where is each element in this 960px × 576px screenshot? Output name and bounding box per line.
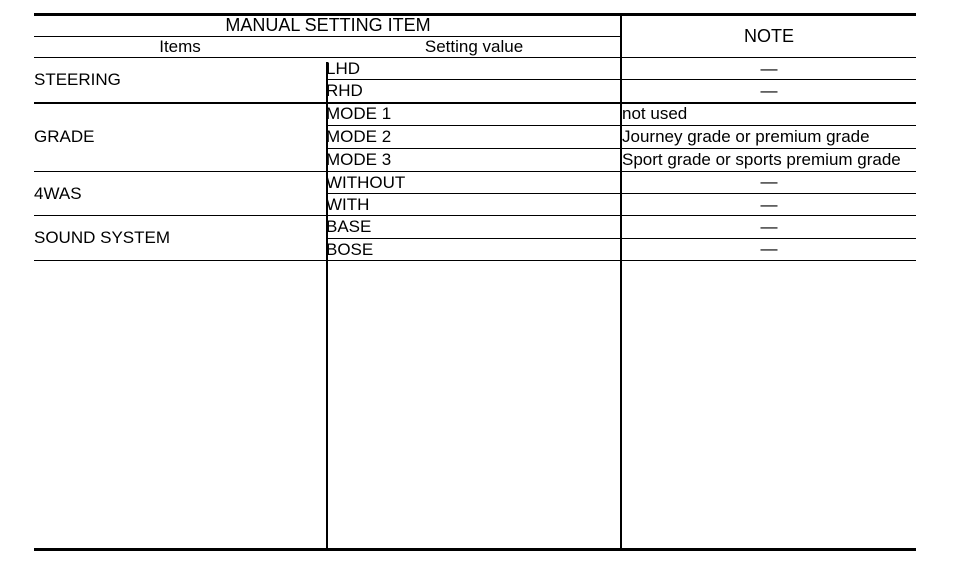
setting-value: MODE 1 <box>326 102 622 125</box>
setting-value: WITHOUT <box>326 171 622 193</box>
note-value: — <box>622 58 916 80</box>
item-label-grade: GRADE <box>34 102 326 171</box>
setting-value: LHD <box>326 58 622 80</box>
manual-setting-table <box>34 14 916 261</box>
note-value: — <box>622 80 916 102</box>
note-value: not used <box>622 102 916 125</box>
note-value: Sport grade or sports premium grade <box>622 148 916 171</box>
setting-value: WITH <box>326 194 622 216</box>
table-header-row-top <box>34 15 916 37</box>
item-label-sound-system: SOUND SYSTEM <box>34 216 326 261</box>
header-manual-setting-item: MANUAL SETTING ITEM <box>34 15 622 37</box>
table-row <box>34 171 916 193</box>
note-value: — <box>622 238 916 260</box>
setting-value: RHD <box>326 80 622 102</box>
note-value: Journey grade or premium grade <box>622 125 916 148</box>
table-bottom-border <box>34 548 916 551</box>
table-row <box>34 216 916 238</box>
setting-value: MODE 2 <box>326 125 622 148</box>
table-row <box>34 102 916 125</box>
header-setting-value: Setting value <box>326 37 622 58</box>
setting-value: MODE 3 <box>326 148 622 171</box>
note-value: — <box>622 171 916 193</box>
note-value: — <box>622 194 916 216</box>
item-label-4was: 4WAS <box>34 171 326 216</box>
header-note: NOTE <box>622 15 916 58</box>
table-row <box>34 58 916 80</box>
setting-value: BOSE <box>326 238 622 260</box>
item-label-steering: STEERING <box>34 58 326 103</box>
note-value: — <box>622 216 916 238</box>
header-items: Items <box>34 37 326 58</box>
setting-value: BASE <box>326 216 622 238</box>
